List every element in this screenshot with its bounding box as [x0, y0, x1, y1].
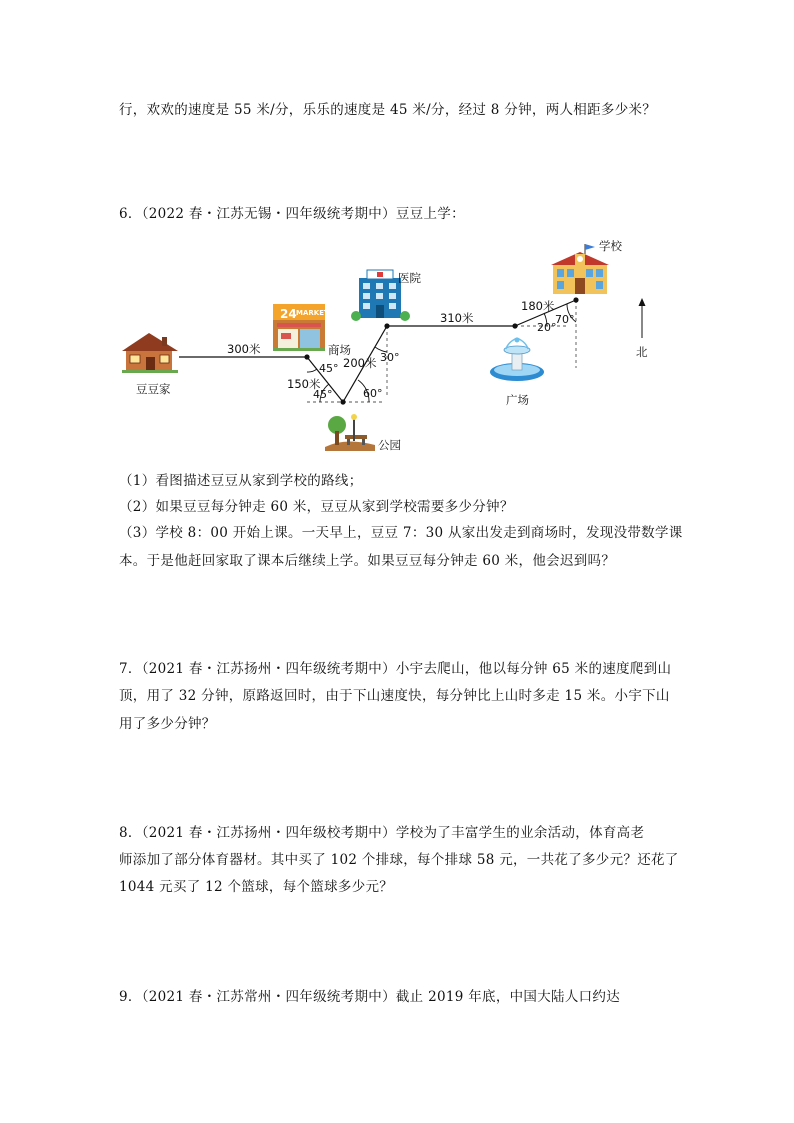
q5-tail-text: 行，欢欢的速度是 55 米/分，乐乐的速度是 45 米/分，经过 8 分钟，两人相距多少米？	[119, 102, 657, 118]
north-arrow-icon	[639, 298, 646, 338]
label-mall: 商场	[328, 343, 351, 357]
label-home: 豆豆家	[136, 382, 171, 396]
house-icon	[122, 333, 178, 373]
q8-line1: 8．（2021 春・江苏扬州・四年级校考期中）学校为了丰富学生的业余活动，体育高老	[119, 825, 645, 841]
label-north: 北	[636, 345, 648, 359]
angle-label: 20°	[537, 321, 557, 334]
school-point	[573, 297, 578, 302]
dist-plaza-school: 180米	[521, 299, 555, 313]
q8-line2: 师添加了部分体育器材。其中买了 102 个排球，每个排球 58 元，一共花了多少元？还花了	[119, 852, 679, 868]
q6-sub2: （2）如果豆豆每分钟走 60 米，豆豆从家到学校需要多少分钟？	[119, 499, 514, 515]
q6-heading: 6．（2022 春・江苏无锡・四年级统考期中）豆豆上学：	[119, 206, 465, 222]
plaza-point	[512, 323, 517, 328]
svg-text:MARKET: MARKET	[296, 309, 329, 317]
angle-label: 60°	[363, 387, 383, 400]
route-map	[0, 0, 794, 470]
q6-sub3-line2: 本。于是他赶回家取了课本后继续上学。如果豆豆每分钟走 60 米，他会迟到吗？	[119, 553, 616, 569]
label-plaza: 广场	[506, 393, 529, 407]
label-hospital: 医院	[398, 271, 421, 285]
angle-label: 70°	[555, 313, 575, 326]
park-icon	[325, 414, 375, 451]
park-point	[340, 399, 345, 404]
angle-arc	[307, 369, 317, 372]
fountain-icon	[490, 338, 544, 382]
q6-sub3-line1: （3）学校 8：00 开始上课。一天早上，豆豆 7：30 从家出发走到商场时，发现没带数学课	[119, 525, 683, 541]
dist-park-hospital: 200米	[343, 356, 377, 370]
q9-line1: 9．（2021 春・江苏常州・四年级统考期中）截止 2019 年底，中国大陆人口约达	[119, 989, 621, 1005]
q7-line3: 用了多少分钟？	[119, 716, 216, 732]
angle-label: 45°	[319, 362, 339, 375]
q7-line2: 顶，用了 32 分钟，原路返回时，由于下山速度快，每分钟比上山时多走 15 米。小宇下山	[119, 688, 670, 704]
dist-home-mall: 300米	[227, 342, 261, 356]
angle-label: 45°	[313, 388, 333, 401]
svg-text:24: 24	[280, 307, 297, 321]
q8-line3: 1044 元买了 12 个篮球，每个篮球多少元？	[119, 879, 394, 895]
dist-mall-park: 150米	[287, 377, 321, 391]
q6-sub1: （1）看图描述豆豆从家到学校的路线；	[119, 473, 363, 489]
market-icon	[273, 304, 329, 351]
mall-point	[304, 354, 309, 359]
angle-label: 30°	[380, 351, 400, 364]
label-school: 学校	[599, 239, 622, 253]
q7-line1: 7．（2021 春・江苏扬州・四年级统考期中）小宇去爬山，他以每分钟 65 米的速度爬到山	[119, 661, 672, 677]
dist-hospital-plaza: 310米	[440, 311, 474, 325]
label-park: 公园	[378, 438, 401, 452]
hospital-point	[384, 323, 389, 328]
